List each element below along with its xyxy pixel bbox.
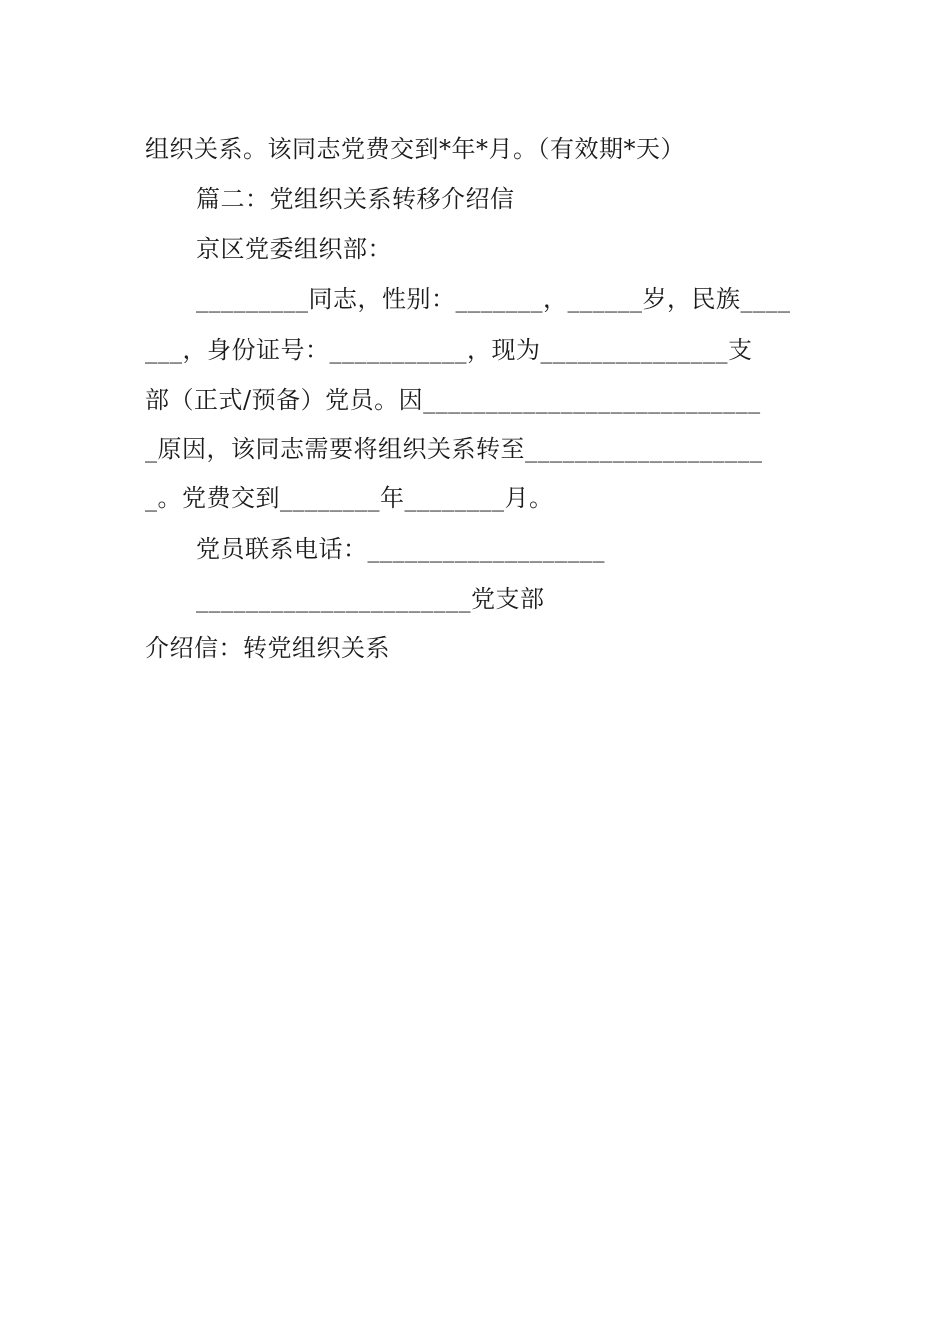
form-line-fee-paid-until: _。党费交到________年________月。 [145,484,554,512]
form-line-contact-phone: 党员联系电话：___________________ [196,535,605,563]
recipient-salutation: 京区党委组织部： [196,235,392,263]
paragraph-line-fee-paid-until: 组织关系。该同志党费交到*年*月。（有效期*天） [145,135,685,163]
form-line-name-gender-age-ethnicity: _________同志，性别：_______，______岁，民族____ [196,285,791,313]
form-line-member-status-reason: 部（正式/预备）党员。因___________________________ [145,386,761,414]
form-line-transfer-destination: _原因，该同志需要将组织关系转至___________________ [145,435,763,463]
signature-line-party-branch: ______________________党支部 [196,585,545,613]
section-heading: 篇二：党组织关系转移介绍信 [196,185,515,213]
document-footer-title: 介绍信：转党组织关系 [145,634,390,662]
form-line-id-number-branch: ___，身份证号：___________，现为_______________支 [145,336,753,364]
